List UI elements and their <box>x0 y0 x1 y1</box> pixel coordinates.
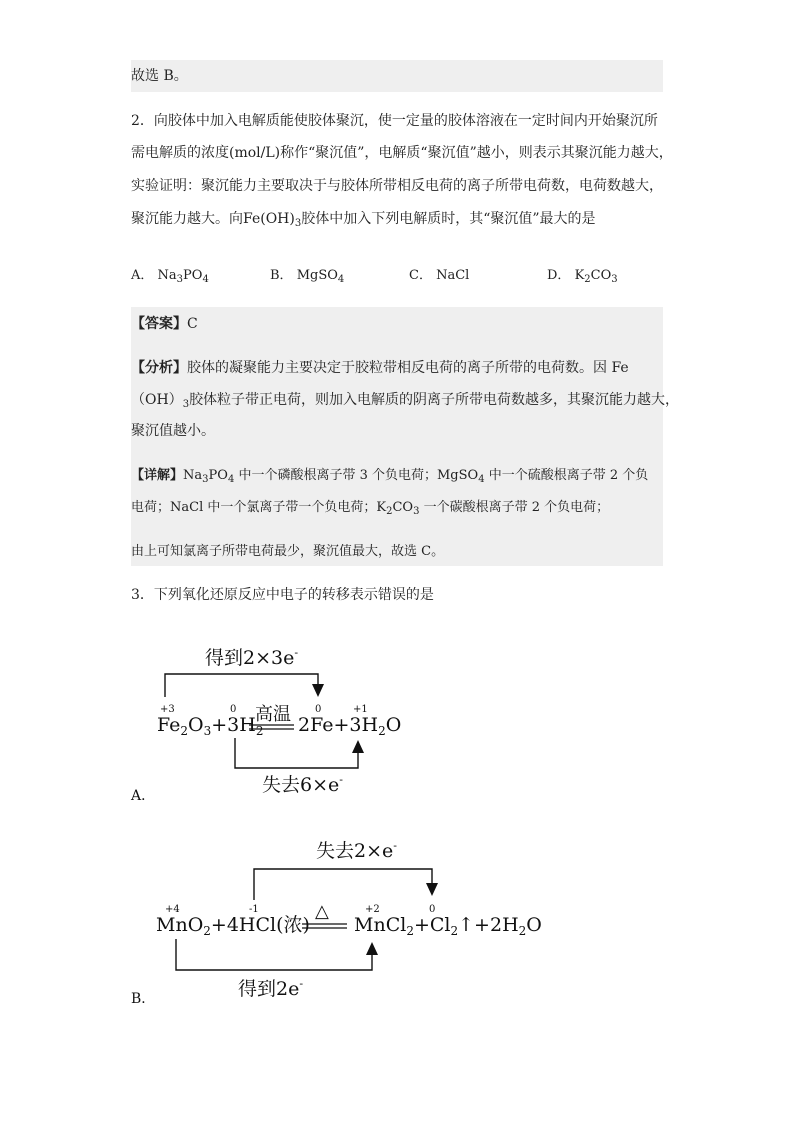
optA-top-arrow <box>165 674 318 697</box>
optB-bottom-arrow <box>176 939 372 970</box>
answer-line <box>131 314 198 334</box>
q1-end-shade <box>131 60 663 92</box>
q3-option-a-diagram <box>0 630 794 830</box>
optA-top-arrowhead <box>312 684 324 697</box>
optB-top-arrow-label: 失去2×e- <box>316 839 397 862</box>
q2-line-1: 2．向胶体中加入电解质能使胶体聚沉，使一定量的胶体溶液在一定时间内开始聚沉所 <box>131 113 658 129</box>
optA-equation-right: $2Fe+3H_2O$ <box>298 714 402 738</box>
q1-conclusion: 故选 B。 <box>131 68 188 84</box>
detail-line-1: 【详解】$Na_3PO_4$ 中一个磷酸根离子带 3 个负电荷；MgSO$_4$ 中一个硫酸根离子带 2 个负 <box>131 468 649 485</box>
q3-option-b-diagram <box>0 833 794 1033</box>
optB-top-arrow <box>254 869 432 900</box>
optA-valence-fe: +3 <box>160 704 175 715</box>
detail-tag: 【详解】 <box>131 468 184 483</box>
analysis-line-1: 【分析】胶体的凝聚能力主要决定于胶粒带相反电荷的离子所带的电荷数。因 Fe <box>131 360 629 376</box>
q2-line-3: 实验证明：聚沉能力主要取决于与胶体所带相反电荷的离子所带电荷数，电荷数越大， <box>131 178 663 194</box>
optA-bottom-arrow <box>235 738 358 768</box>
optB-bottom-arrow-label: 得到2e- <box>238 977 304 1000</box>
detail-line-2: 电荷；NaCl 中一个氯离子带一个负电荷；$K_2CO_3$ 一个碳酸根离子带 2 个负电荷； <box>131 500 610 517</box>
optB-condition: △ <box>315 901 329 922</box>
optB-valence-mn: +4 <box>165 904 180 915</box>
optA-valence-h2: 0 <box>230 704 237 715</box>
optA-bottom-arrowhead <box>352 740 364 753</box>
optA-valence-h: +1 <box>353 704 368 715</box>
q2-option-a[interactable]: A． $Na_3PO_4$ <box>131 268 209 285</box>
optB-equation-right: $MnCl_2+Cl_2↑+2H_2O$ <box>354 914 542 938</box>
analysis-tag: 【分析】 <box>131 360 187 376</box>
optB-top-arrowhead <box>426 883 438 896</box>
q2-line-2: 需电解质的浓度(mol/L)称作“聚沉值”，电解质“聚沉值”越小，则表示其聚沉能力越大， <box>131 145 673 161</box>
optA-label[interactable]: A． <box>131 788 156 804</box>
optB-bottom-arrowhead <box>366 942 378 955</box>
optB-valence-cl2: 0 <box>429 904 436 915</box>
optA-condition: 高温 <box>255 704 291 725</box>
q2-option-c[interactable]: C． NaCl <box>409 268 470 283</box>
optB-valence-cl: -1 <box>249 904 259 915</box>
optA-equation-left: $Fe_2O_3+3H_2$ <box>157 714 264 738</box>
answer-value: C <box>187 316 198 332</box>
detail-conclusion: 由上可知氯离子所带电荷最少，聚沉值最大，故选 C。 <box>131 544 445 559</box>
analysis-line-3: 聚沉值越小。 <box>131 423 215 439</box>
optB-label[interactable]: B． <box>131 991 156 1007</box>
q2-option-d[interactable]: D． $K_2CO_3$ <box>547 268 618 285</box>
q2-line-4: 聚沉能力越大。向$Fe(OH)_3$胶体中加入下列电解质时，其“聚沉值”最大的是 <box>131 211 596 229</box>
optB-valence-mn2: +2 <box>365 904 380 915</box>
answer-tag: 【答案】 <box>131 316 187 332</box>
optA-top-arrow-label: 得到2×3e- <box>205 646 299 669</box>
q2-option-b[interactable]: B． MgSO$_4$ <box>270 268 345 285</box>
optB-equation-left: MnO$_2$+4HCl(浓) <box>156 914 310 938</box>
optA-bottom-arrow-label: 失去6×e- <box>262 773 343 796</box>
optA-valence-fe2: 0 <box>315 704 322 715</box>
analysis-line-2: $(OH)_3$胶体粒子带正电荷，则加入电解质的阴离子所带电荷数越多，其聚沉能力越大， <box>131 392 680 410</box>
q3-stem: 3．下列氧化还原反应中电子的转移表示错误的是 <box>131 587 434 603</box>
